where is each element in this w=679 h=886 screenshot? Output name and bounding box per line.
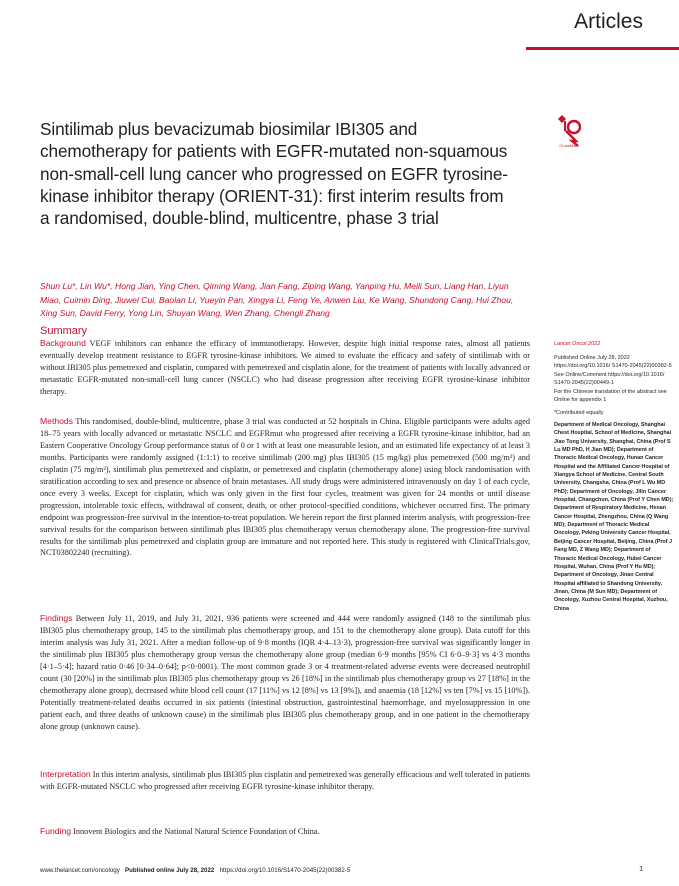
funding-text: Innovent Biologics and the National Natural Science Foundation of China. <box>73 827 320 836</box>
interpretation-paragraph <box>40 769 530 793</box>
section-label: Articles <box>574 10 643 33</box>
journal-citation: Lancet Oncol 2022 <box>554 341 601 347</box>
background-heading: Background <box>40 338 86 348</box>
background-text: VEGF inhibitors can enhance the efficacy of immunotherapy. However, despite high initial response rates, almost all patients eventually develop treatment resistance to EGFR tyrosine-kinase inhibitors. We aimed to evaluate the efficacy and safety of sintilimab with or without IBI305 plus pemetrexed and cisplatin, compared with pemetrexed and cisplatin alone, for the treatment of patients with locally advanced or metastatic EGFR-mutated non-small-cell lung cancer (NSCLC) who had disease progression after receiving EGFR tyrosine-kinase inhibitor therapy. <box>40 339 530 396</box>
methods-text: This randomised, double-blind, multicentre, phase 3 trial was conducted at 52 hospitals in China. Eligible participants were adults aged 18–75 years with locally advanced or metastatic NSCLC and EGFRmut who progressed after receiving a EGFR tyrosine-kinase inhibitor, had an Eastern Cooperative Oncology Group performance status of 0 or 1 with at least one measurable lesion, and an estimated life expectancy of at least 3 months. Participants were randomly assigned (1:1:1) to receive sintilimab (200 mg) plus IBI305 (15 mg/kg) plus pemetrexed (500 mg/m²) and cisplatin (75 mg/m²), sintilimab plus pemetrexed and cisplatin, or pemetrexed and cisplatin (chemotherapy alone) using block randomisation with stratification according to sex and presence or absence of brain metastases. All study drugs were administered intravenously on day 1 of each cycle, once every 3 weeks. Except for cisplatin, which was only given in the first four cycles, treatment was given for 24 months or until disease progression, intolerable toxic effects, withdrawal of consent, death, or other protocol-specified conditions, whichever occurred first. The primary endpoint was progression-free survival in the intention-to-treat population. We herein report the first planned interim analysis, with progression-free survival results for the comparison between sintilimab plus IBI305 plus chemotherapy versus chemotherapy alone. The progression-free survival results for the sintilimab plus pemetrexed and cisplatin group are immature and not reported here. This study is registered with ClinicalTrials.gov, NCT03802240 (recruiting). <box>40 417 530 558</box>
findings-paragraph <box>40 613 530 733</box>
footer-doi[interactable]: https://doi.org/10.1016/S1470-2045(22)00382-5 <box>219 867 351 874</box>
footer-website[interactable]: www.thelancet.com/oncology <box>40 867 120 874</box>
affiliations: Department of Medical Oncology, Shanghai Chest Hospital, School of Medicine, Shanghai Jiao Tong University, Shanghai, China (Prof S Lu MD PhD, H Jian MD); Department of Thoracic Medical Oncology, Hunan Cancer Hospital and the Affiliated Cancer Hospital of Xiangya School of Medicine, Central South University, Changsha, China (Prof L Wu MD PhD); Department of Oncology, Jilin Cancer Hospital, Changchun, China (Prof Y Chen MD); Department of Respiratory Medicine, Henan Cancer Hospital, Zhengzhou, China (Q Wang MD); Department of Thoracic Medical Oncology, Peking University Cancer Hospital, Beijing Cancer Hospital, Beijing, China (Prof J Fang MD, Z Wang MD); Department of Thoracic Medical Oncology, Hubei Cancer Hospital, Wuhan, China (Prof Y Hu MD); Department of Oncology, Jinan Central Hospital affiliated to Shandong University, Jinan, China (M Sun MD); Department of Oncology, Xuzhou Central Hospital, Xuzhou, China <box>554 422 674 612</box>
interpretation-heading: Interpretation <box>40 769 91 779</box>
contributed-note: *Contributed equally <box>554 409 604 416</box>
background-paragraph <box>40 338 530 398</box>
funding-heading: Funding <box>40 826 72 836</box>
sidebar <box>554 340 674 613</box>
footer-published: Published online July 28, 2022 <box>124 867 215 874</box>
methods-heading: Methods <box>40 416 73 426</box>
crossmark-icon[interactable] <box>552 113 586 147</box>
article-title: Sintilimab plus bevacizumab biosimilar IBI305 and chemotherapy for patients with EGFR-mutated non-squamous non-small-cell lung cancer who progressed on EGFR tyrosine-kinase inhibitor therapy (ORIENT-31): first interim results from a randomised, double-blind, multicentre, phase 3 trial <box>40 119 508 229</box>
header-rule <box>526 47 679 50</box>
footer <box>40 867 640 874</box>
methods-paragraph <box>40 416 530 559</box>
author-list: Shun Lu*, Lin Wu*, Hong Jian, Ying Chen, Qiming Wang, Jian Fang, Ziping Wang, Yanping Hu, Meili Sun, Liang Han, Liyun Miao, Cuimin Ding, Jiuwei Cui, Baolan Li, Yueyin Pan, Xingya Li, Feng Ye, Anwen Liu, Ke Wang, Shundong Cang, Hui Zhou, Xing Sun, David Ferry, Yong Lin, Shuyan Wang, Wen Zhang, Chengli Zhang <box>40 281 514 319</box>
findings-text: Between July 11, 2019, and July 31, 2021, 936 patients were screened and 444 were randomly assigned (148 to the sintilimab plus IBI305 plus chemotherapy group, 145 to the sintilimab plus chemotherapy group, and 151 to the chemotherapy alone group). Data cutoff for this interim analysis was July 31, 2021. After a median follow-up of 9·8 months (IQR 4·4–13·3), progression-free survival was significantly longer in the sintilimab plus IBI305 plus chemotherapy group versus the chemotherapy alone group (median 6·9 months [95% CI 6·0–9·3] vs 4·3 months [4·1–5·4]; hazard ratio 0·46 [0·34–0·64]; p<0·0001). The most common grade 3 or 4 treatment-related adverse events were decreased neutrophil count (30 [20%] in the sintilimab plus IBI305 plus chemotherapy group vs 26 [18%] in the sintilimab plus chemotherapy group vs 27 [18%] in the chemotherapy alone group), decreased white blood cell count (17 [11%] vs 12 [8%] vs 13 [9%]), and anaemia (18 [12%] vs ten [7%] vs 15 [10%]). Potentially treatment-related deaths occurred in six patients (intestinal obstruction, gastrointestinal haemorrhage, and myelosuppression in one patient each, and three deaths of unknown cause) in the sintilimab plus IBI305 plus chemotherapy group, and in one patient in the chemotherapy alone group (unknown cause). <box>40 614 531 731</box>
findings-heading: Findings <box>40 613 73 623</box>
published-online[interactable]: Published Online July 28, 2022 https://doi.org/10.1016/ S1470-2045(22)00382-5 <box>554 354 672 369</box>
crossmark-label: CrossMark <box>559 143 579 148</box>
page-number: 1 <box>639 866 643 873</box>
funding-paragraph <box>40 826 530 838</box>
see-comment[interactable]: See Online/Comment https://doi.org/10.1016/ S1470-2045(22)00449-1 <box>554 371 665 386</box>
interpretation-text: In this interim analysis, sintilimab plus IBI305 plus cisplatin and pemetrexed was generally efficacious and well tolerated in patients with EGFR-mutated NSCLC who progressed after receiving EGFR tyrosine-kinase inhibitor therapy. <box>40 770 531 791</box>
translation-note: For the Chinese translation of the abstract see Online for appendix 1 <box>554 388 667 403</box>
summary-heading: Summary <box>40 325 88 337</box>
